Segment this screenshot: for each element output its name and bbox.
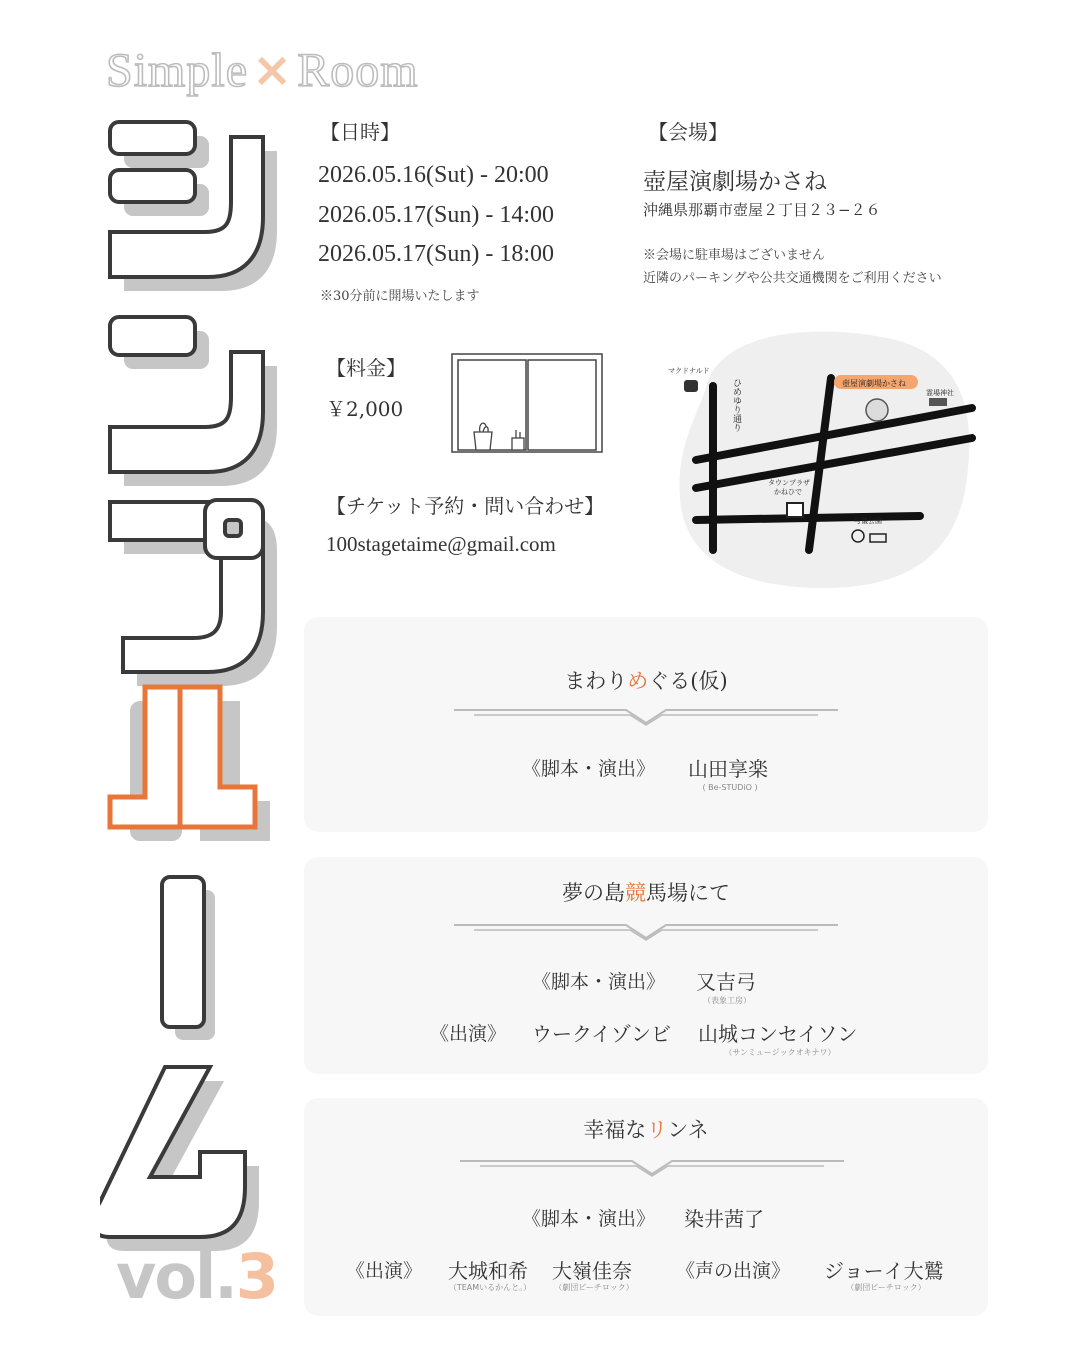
- play-1-role-director: 《脚本・演出》: [522, 758, 656, 780]
- price-heading: 【料金】: [326, 356, 406, 380]
- play-1-divider: [454, 707, 838, 727]
- volume-prefix: vol.: [116, 1240, 236, 1313]
- map-label-shrine: 霊場神社: [926, 389, 954, 397]
- parking-note-2: 近隣のパーキングや公共交通機関をご利用ください: [643, 271, 942, 286]
- logo-right: Room: [297, 44, 419, 97]
- play-1-title-a: まわり: [564, 669, 628, 693]
- map-label-plaza-2: かねひで: [774, 488, 802, 496]
- play-2-title-a: 夢の島: [562, 881, 625, 905]
- schedule-note: ※30分前に開場いたします: [320, 289, 480, 304]
- play-2-title-b: 馬場にて: [646, 881, 730, 905]
- play-1-title: [304, 665, 988, 695]
- play-2-divider: [454, 922, 838, 942]
- volume-label: [116, 1240, 277, 1313]
- play-3-divider: [460, 1158, 844, 1178]
- play-2-title: [304, 877, 988, 907]
- logo-left: Simple: [106, 44, 249, 97]
- play-2-role-cast: 《出演》: [430, 1023, 507, 1045]
- venue-address: 沖縄県那覇市壺屋２丁目２３−２６: [643, 201, 881, 219]
- play-3-title-a: 幸福な: [583, 1118, 647, 1142]
- play-card-1: [304, 617, 988, 832]
- glyph-shi: [110, 122, 277, 291]
- glyph-ru: [110, 687, 270, 841]
- play-3-voice-name: ジョーイ大鷲: [824, 1259, 944, 1283]
- glyph-n: [110, 317, 277, 486]
- play-2-role-director: 《脚本・演出》: [532, 971, 666, 993]
- volume-number: 3: [235, 1240, 277, 1313]
- map-label-venue: 壺屋演劇場かさね: [842, 379, 906, 388]
- play-1-director-affiliation: ( Be-STUDiO ): [702, 783, 758, 792]
- play-2-director-name: 又吉弓: [696, 970, 756, 994]
- play-3-director-name: 染井茜了: [684, 1207, 764, 1231]
- play-3-title: [304, 1114, 988, 1144]
- schedule-date-2: 2026.05.17(Sun) - 14:00: [318, 202, 554, 228]
- title-katakana: [100, 112, 285, 1252]
- play-3-cast-affiliation-2: （劇団ビーチロック）: [554, 1283, 634, 1292]
- play-2-cast-name-1: ウークイゾンビ: [532, 1022, 671, 1046]
- play-3-title-b: ンネ: [667, 1118, 709, 1142]
- map-label-plaza-1: タウンプラザ: [768, 479, 810, 487]
- schedule-date-1: 2026.05.16(Sut) - 20:00: [318, 162, 549, 188]
- play-1-director-name: 山田享楽: [688, 757, 768, 781]
- venue-map: [668, 328, 976, 590]
- play-card-3: [304, 1098, 988, 1316]
- venue-heading: 【会場】: [648, 120, 728, 144]
- play-1-title-b: ぐる(仮): [648, 669, 728, 693]
- map-drawing: [676, 328, 976, 590]
- ticket-email[interactable]: 100stagetaime@gmail.com: [326, 532, 556, 556]
- play-3-voice-affiliation: （劇団ビーチロック）: [846, 1283, 926, 1292]
- map-label-mcdonalds: マクドナルド: [668, 367, 710, 375]
- play-card-2: [304, 857, 988, 1074]
- price-value: ￥2,000: [326, 397, 404, 421]
- play-2-cast-name-2: 山城コンセイソン: [698, 1022, 858, 1046]
- glyph-bar: [162, 877, 215, 1040]
- play-3-cast-affiliation-1: （TEAMいるかんと。）: [448, 1283, 532, 1292]
- play-2-director-affiliation: （表象工房）: [703, 996, 751, 1005]
- map-label-street: ひめゆり通り: [731, 378, 741, 432]
- parking-note-1: ※会場に駐車場はございません: [643, 248, 826, 263]
- play-2-title-accent: 競: [625, 881, 646, 905]
- play-3-cast-name-2: 大嶺佳奈: [552, 1259, 632, 1283]
- play-3-title-accent: リ: [646, 1118, 668, 1142]
- play-3-role-voice: 《声の出演》: [676, 1260, 791, 1282]
- play-3-role-director: 《脚本・演出》: [522, 1208, 656, 1230]
- glyph-pu: [110, 500, 277, 686]
- logo: [106, 42, 419, 98]
- play-2-cast-affiliation-2: （サンミュージックオキナワ）: [724, 1048, 836, 1057]
- play-3-cast-name-1: 大城和希: [448, 1259, 528, 1283]
- venue-name: 壺屋演劇場かさね: [643, 169, 827, 195]
- ticket-heading: 【チケット予約・問い合わせ】: [326, 494, 605, 518]
- play-1-title-accent: め: [627, 669, 649, 693]
- glyph-mu: [100, 1067, 259, 1251]
- window-illustration: [450, 352, 605, 456]
- logo-cross: ×: [252, 42, 294, 98]
- map-label-park: 与儀公園: [854, 517, 882, 525]
- schedule-date-3: 2026.05.17(Sun) - 18:00: [318, 241, 554, 267]
- schedule-heading: 【日時】: [320, 120, 400, 144]
- play-3-role-cast: 《出演》: [346, 1260, 423, 1282]
